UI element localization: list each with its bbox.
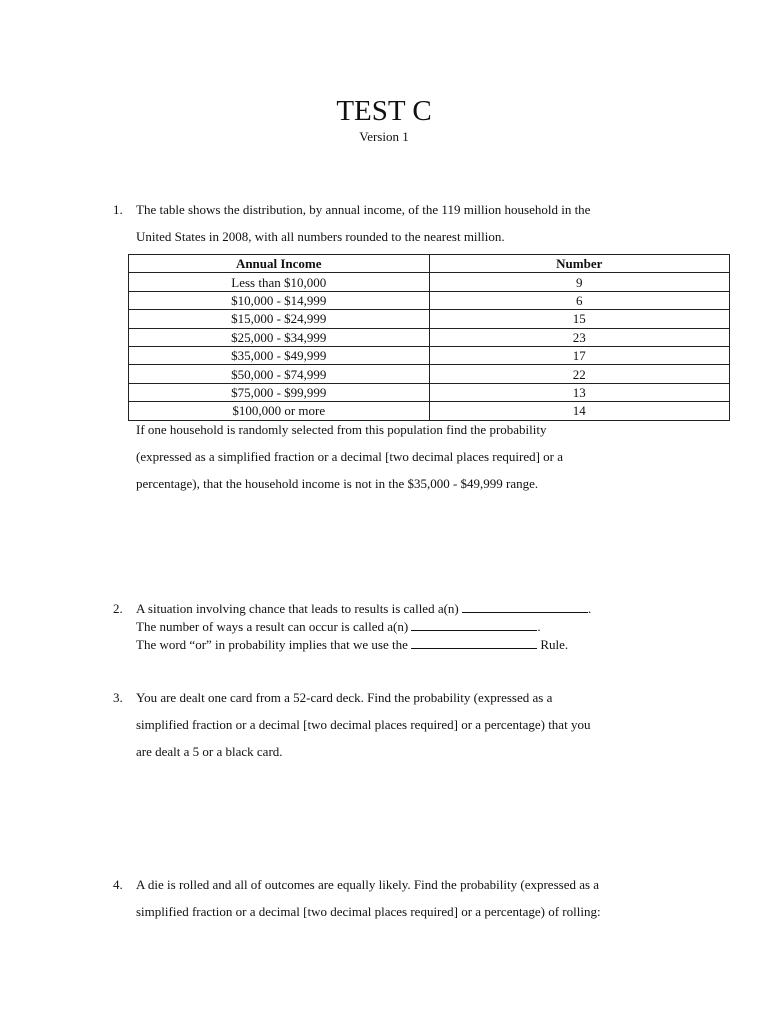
question-1-prompt [113,416,693,497]
answer-blank[interactable] [462,600,588,613]
table-row [129,328,730,346]
answer-blank[interactable] [411,618,537,631]
number-cell: 22 [429,365,730,383]
number-cell: 15 [429,310,730,328]
column-header-number: Number [429,255,730,273]
question-number: 2. [113,601,123,616]
question-text-line: simplified fraction or a decimal [two decimal places required] or a percentage) that you [136,717,591,732]
question-text-line: percentage), that the household income is not in the $35,000 - $49,999 range. [136,476,539,491]
number-cell: 9 [429,273,730,291]
question-number: 3. [113,690,123,705]
page-title: TEST C [336,95,432,127]
fill-in-line [136,618,693,636]
question-intro-line: United States in 2008, with all numbers rounded to the nearest million. [136,229,505,244]
number-cell: 17 [429,346,730,364]
fill-in-line [136,636,693,654]
number-cell: 14 [429,402,730,420]
table-row [129,310,730,328]
version-label: Version 1 [359,129,409,144]
income-cell: $15,000 - $24,999 [129,310,430,328]
line-end: Rule. [540,637,569,652]
number-cell: 23 [429,328,730,346]
question-4 [113,871,693,925]
income-cell: $50,000 - $74,999 [129,365,430,383]
question-2 [113,600,693,654]
table-row [129,291,730,309]
number-cell: 6 [429,291,730,309]
table-row [129,346,730,364]
income-cell: $10,000 - $14,999 [129,291,430,309]
income-table [128,254,730,421]
question-text: A situation involving chance that leads to results is called a(n) [136,601,459,616]
table-row [129,273,730,291]
question-text: The word “or” in probability implies that we use the [136,637,408,652]
question-text-line: simplified fraction or a decimal [two decimal places required] or a percentage) of rolling: [136,904,601,919]
income-cell: $100,000 or more [129,402,430,420]
income-cell: $75,000 - $99,999 [129,383,430,401]
income-cell: Less than $10,000 [129,273,430,291]
table-row [129,383,730,401]
table-header-row [129,255,730,273]
question-text-line: You are dealt one card from a 52-card deck. Find the probability (expressed as a [136,690,553,705]
question-text-line: (expressed as a simplified fraction or a decimal [two decimal places required] or a [136,449,564,464]
question-number: 4. [113,877,123,892]
question-text-line: A die is rolled and all of outcomes are equally likely. Find the probability (expressed as a [136,877,600,892]
line-end: . [537,619,541,634]
answer-blank[interactable] [411,636,537,649]
question-text-line: are dealt a 5 or a black card. [136,744,283,759]
question-text-line: If one household is randomly selected from this population find the probability [136,422,547,437]
question-intro-line: The table shows the distribution, by annual income, of the 119 million household in the [136,202,591,217]
income-cell: $25,000 - $34,999 [129,328,430,346]
line-end: . [588,601,592,616]
table-row [129,365,730,383]
question-3 [113,684,693,765]
income-cell: $35,000 - $49,999 [129,346,430,364]
question-number: 1. [113,202,123,217]
question-text: The number of ways a result can occur is called a(n) [136,619,409,634]
fill-in-line [136,600,693,618]
number-cell: 13 [429,383,730,401]
column-header-income: Annual Income [129,255,430,273]
question-1 [113,196,693,250]
